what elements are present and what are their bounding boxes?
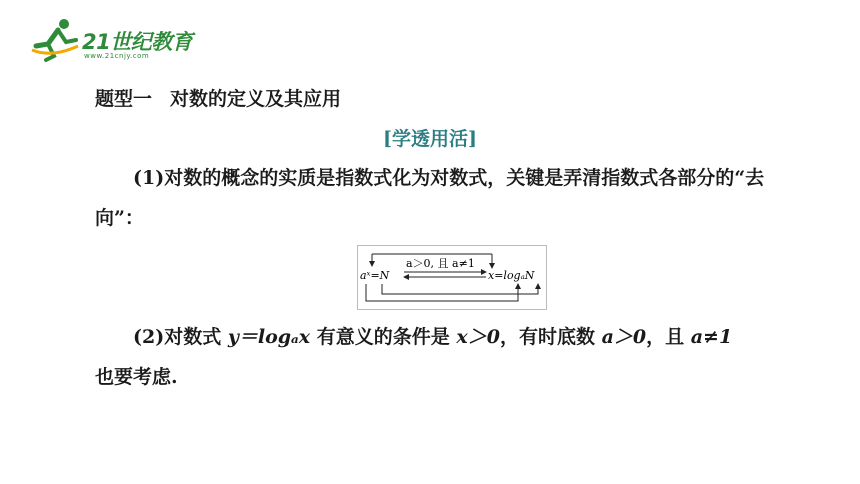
p2-cond-1: x＞0 [456,326,500,348]
diagram-left-formula: aˣ=N [360,269,390,282]
p2-expr: y＝logₐx [227,326,311,348]
p2-cond-3: a≠1 [690,326,733,348]
diagram-condition: a＞0, 且 a≠1 [406,257,475,270]
logo-url: www.21cnjy.com [84,52,150,60]
p2-cond-2: a＞0 [601,326,647,348]
diagram-right-formula: x=logₐN [488,269,535,282]
paragraph-1 [95,158,795,238]
runner-icon [28,16,84,64]
p2-text-4: ，且 [646,326,691,348]
heading-label: 题型一 [95,88,153,110]
paragraph-1-text: (1)对数的概念的实质是指数式化为对数式，关键是弄清指数式各部分的“去向”： [95,167,765,229]
conversion-diagram [357,245,547,310]
section-heading [95,84,341,111]
heading-title: 对数的定义及其应用 [170,88,342,110]
logo-text: 21世纪教育 [82,30,193,54]
p2-text-1: (2)对数式 [133,326,228,348]
logo [28,16,198,64]
paragraph-2 [95,317,795,397]
subhead: [学透用活] [383,128,477,150]
p2-text-2: 有意义的条件是 [310,326,457,348]
p2-text-3: ，有时底数 [499,326,602,348]
p2-text-5: 也要考虑. [95,366,178,388]
